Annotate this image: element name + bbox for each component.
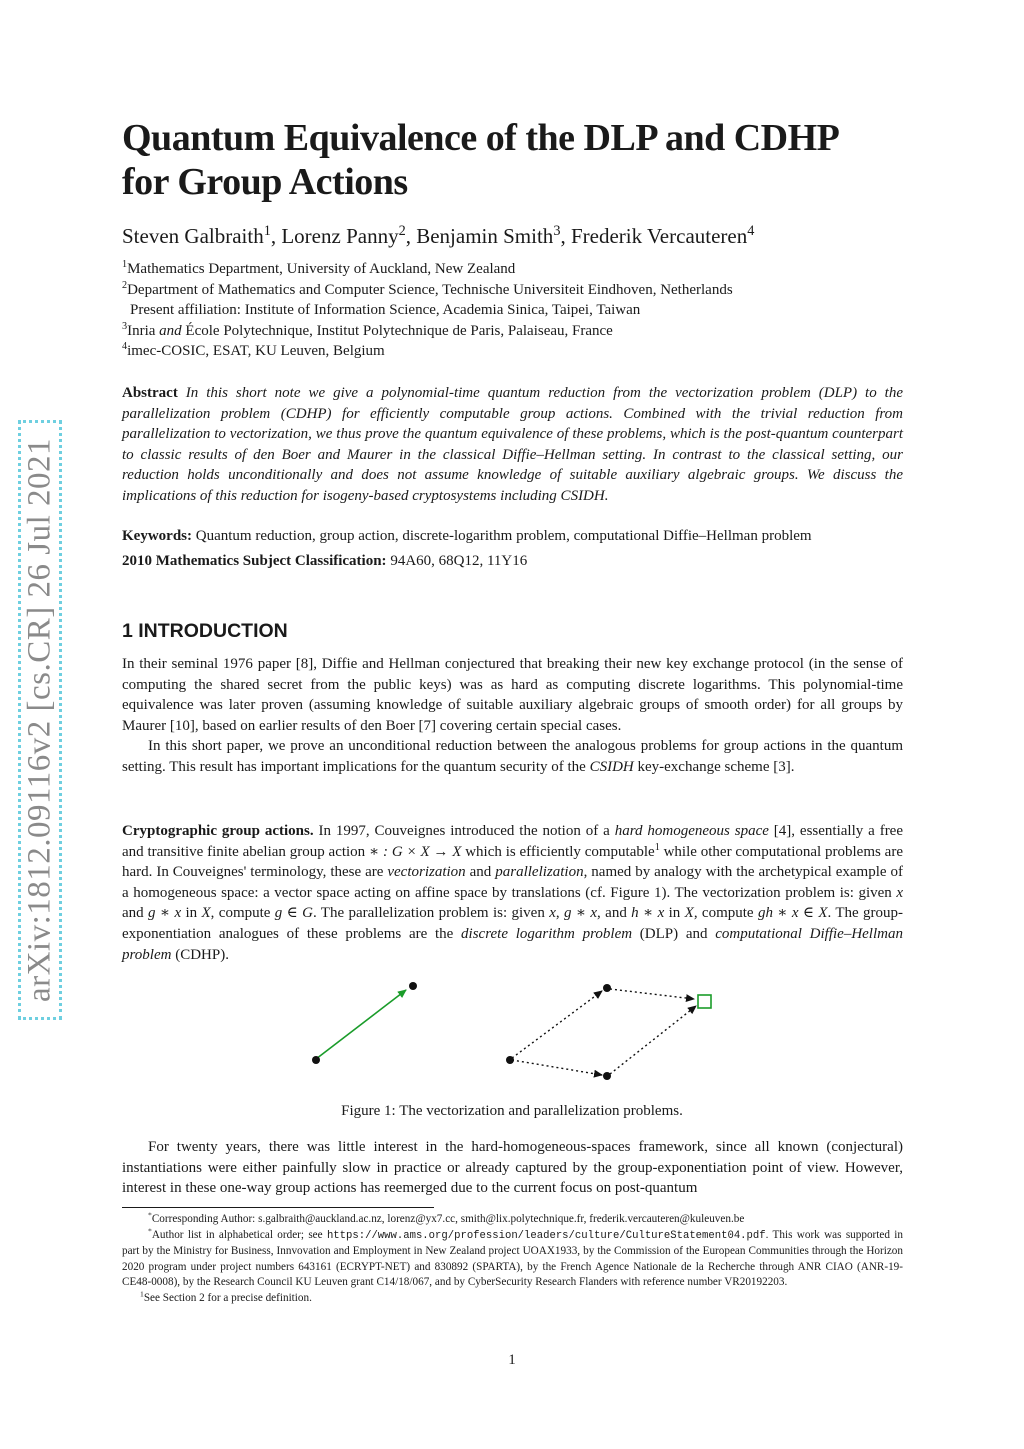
section-heading: 1 INTRODUCTION	[122, 620, 288, 642]
footnote-mark: *	[148, 1210, 152, 1220]
author-list	[122, 224, 754, 249]
text-run: , compute	[210, 905, 275, 922]
affil-text: Department of Mathematics and Computer Science, Technische Universiteit Eindhoven, Netherlands	[127, 281, 733, 298]
author-mark: 4	[747, 223, 755, 239]
point-x	[506, 1056, 514, 1064]
text-run: key-exchange scheme [3].	[633, 758, 795, 775]
math: ∗ : G × X → X	[369, 843, 462, 860]
author-sep: ,	[405, 224, 417, 248]
affil-text: imec-COSIC, ESAT, KU Leuven, Belgium	[127, 343, 385, 360]
footnotes	[122, 1212, 903, 1307]
keywords-label: Keywords:	[122, 528, 192, 544]
text-em: hard homogeneous space	[614, 823, 769, 839]
affiliation-2-present	[122, 300, 733, 321]
text-em: computational Diffie–Hellman problem	[122, 925, 903, 963]
author-mark: 3	[553, 223, 561, 239]
text-run: and	[122, 905, 149, 922]
arrow-x-to-hx	[512, 1060, 602, 1075]
affil-text: and	[159, 322, 182, 339]
affil-mark: 3	[122, 320, 128, 332]
paragraph-3: For twenty years, there was little interest in the hard-homogeneous-spaces framework, since all known (conjectural) instantiations were either painfully slow in practice or already captured by the group-exponentiation point of view. However, interest in these one-way group actions has reemerged due to the current focus on post-quantum	[122, 1139, 903, 1197]
text-em: parallelization	[495, 864, 584, 881]
text-run: In 1997, Couveignes introduced the notion of a	[313, 823, 615, 839]
msc-text: 94A60, 68Q12, 11Y16	[390, 553, 528, 569]
text-em: discrete logarithm problem	[461, 925, 633, 942]
footnote-authors	[122, 1225, 903, 1291]
text-run: (DLP) and	[632, 925, 716, 942]
author-sep: ,	[270, 224, 282, 248]
text-em: vectorization	[387, 864, 466, 881]
affil-text: Inria	[127, 322, 160, 339]
paper-title	[122, 116, 942, 204]
text-run: , compute	[693, 905, 758, 922]
affil-text: Present affiliation: Institute of Information Science, Academia Sinica, Taipei, Taiwan	[130, 302, 641, 319]
footnote-text: Author list in alphabetical order; see	[151, 1228, 327, 1241]
arxiv-id: arXiv:1812.09116v2 [cs.CR] 26 Jul 2021	[21, 437, 58, 1003]
abstract-label: Abstract	[122, 385, 178, 401]
footnote-text: Corresponding Author: s.galbraith@auckland.ac.nz, lorenz@yx7.cc, smith@lix.polytechnique.fr, frederik.vercauteren@kuleuven.be	[151, 1213, 745, 1225]
author-name: Benjamin Smith	[416, 224, 554, 248]
footnote-corresponding	[122, 1212, 903, 1228]
text-run: which is efficiently computable	[461, 843, 655, 860]
affiliation-2	[122, 280, 733, 301]
math: h ∗ x	[631, 905, 665, 922]
author-mark: 2	[398, 223, 406, 239]
title-line-1: Quantum Equivalence of the DLP and CDHP	[122, 117, 840, 159]
text-run: while other computational problems are hard. In Couveignes' terminology, these are	[122, 843, 903, 881]
footnote-mark: 1	[140, 1289, 144, 1299]
author-name: Steven Galbraith	[122, 224, 264, 248]
affiliation-3	[122, 321, 733, 342]
abstract	[122, 383, 903, 507]
text-run: , and	[597, 905, 632, 922]
affil-mark: 2	[122, 279, 128, 291]
math: g ∗ x	[148, 905, 182, 922]
text-run: , named by analogy with the archetypical example of a homogeneous space: a vector space acting on affine space by translations (cf. Figure 1). The vectorization problem is: given	[122, 864, 903, 901]
paragraph-label: Cryptographic group actions.	[122, 823, 314, 839]
arrow-gx-to-ghx	[610, 989, 694, 999]
footnote-text: See Section 2 for a precise definition.	[143, 1291, 312, 1304]
footnote-1	[122, 1291, 903, 1307]
intro-paragraph-1: In their seminal 1976 paper [8], Diffie and Hellman conjectured that breaking their new key exchange protocol (in the sense of computing the shared secret from the public keys) was as hard as computing discrete logarithms. This polynomial-time equivalence was later proven (assuming knowledge of suitable auxiliary algebraic groups of smooth order) for all groups by Maurer [10], based on earlier results of den Boer [7] covering certain special cases.	[122, 656, 903, 734]
intro-paragraph-2	[122, 736, 903, 777]
msc-label: 2010 Mathematics Subject Classification:	[122, 553, 387, 569]
figure-caption: Figure 1: The vectorization and parallelization problems.	[341, 1103, 683, 1119]
keywords	[122, 528, 812, 545]
arxiv-stamp	[18, 420, 62, 1020]
math: X	[684, 905, 694, 922]
author-name: Frederik Vercauteren	[570, 224, 748, 248]
unknown-ghx-box	[698, 995, 711, 1008]
point-x	[312, 1056, 320, 1064]
math: g ∈ G	[274, 905, 313, 922]
affil-mark: 4	[122, 341, 128, 353]
affiliation-1	[122, 259, 733, 280]
affil-text: École Polytechnique, Institut Polytechnique de Paris, Palaiseau, France	[181, 322, 613, 339]
page-number: 1	[508, 1352, 516, 1368]
footnote-text: . This work was supported in part by the Ministry for Business, Innvovation and Employment in New Zealand project UOAX1933, by the Commission of the European Communities through the Horizon 2020 program under project numbers 643161 (ECRYPT-NET) and 830892 (SPARTA), by the French Agence Nationale de la Recherche through ANR CIAO (ANR-19-CE48-0008), by the Research Council KU Leuven grant C14/18/067, and by CyberSecurity Research Flanders with reference number VR20192203.	[122, 1228, 903, 1289]
footnote-ref: 1	[654, 841, 660, 853]
title-line-2: for Group Actions	[122, 161, 408, 203]
affiliation-4	[122, 341, 733, 362]
arrow-x-to-gx	[512, 991, 602, 1058]
author-name: Lorenz Panny	[281, 224, 399, 248]
crypto-paragraph	[122, 821, 903, 965]
text-em: CSIDH	[589, 758, 634, 775]
keywords-text: Quantum reduction, group action, discrete-logarithm problem, computational Diffie–Hellman problem	[195, 528, 812, 544]
text-run: and	[465, 864, 496, 881]
text-run: . The group-exponentiation analogues of these problems are the	[122, 905, 904, 942]
text-run: . The parallelization problem is: given	[312, 905, 550, 922]
abstract-text: In this short note we give a polynomial-time quantum reduction from the vectorization problem (DLP) to the parallelization problem (CDHP) for efficiently computable group actions. Combined with the trivial reduction from parallelization to vectorization, we thus prove the quantum equivalence of these problems, which is the post-quantum counterpart to classic results of den Boer and Maurer in the classical Diffie–Hellman setting. In contrast to the classical setting, our reduction holds unconditionally and does not assume knowledge of suitable auxiliary algebraic groups. We discuss the implications of this reduction for isogeny-based cryptosystems including CSIDH.	[122, 385, 903, 504]
msc-classification	[122, 553, 527, 570]
math: X	[201, 905, 211, 922]
footnote-mark: *	[148, 1225, 152, 1235]
math: gh ∗ x ∈ X	[757, 905, 828, 922]
affiliations	[122, 259, 733, 362]
footnote-url[interactable]: https://www.ams.org/profession/leaders/culture/CultureStatement04.pdf	[326, 1229, 766, 1242]
text-run: in	[664, 905, 685, 922]
text-run: In this short paper, we prove an unconditional reduction between the analogous problems for group actions in the quantum setting. This result has important implications for the quantum security of the	[122, 738, 903, 775]
text-run: (CDHP).	[171, 946, 229, 963]
math: x	[896, 884, 903, 901]
math: g ∗ x	[563, 905, 598, 922]
text-run: [4], essentially a free and transitive finite abelian group action	[122, 823, 904, 860]
affil-text: Mathematics Department, University of Auckland, New Zealand	[127, 261, 516, 277]
figure-1	[300, 975, 740, 1085]
arrow-hx-to-ghx	[610, 1006, 696, 1074]
author-sep: ,	[560, 224, 571, 248]
text-run: in	[181, 905, 202, 922]
footnote-rule	[122, 1207, 434, 1208]
point-gx	[603, 984, 611, 992]
affil-mark: 1	[122, 259, 128, 270]
math: x	[549, 905, 556, 922]
author-mark: 1	[263, 223, 271, 239]
point-gx	[409, 982, 417, 990]
vectorization-arrow	[316, 990, 406, 1059]
text-run: ,	[555, 905, 564, 922]
point-hx	[603, 1072, 611, 1080]
